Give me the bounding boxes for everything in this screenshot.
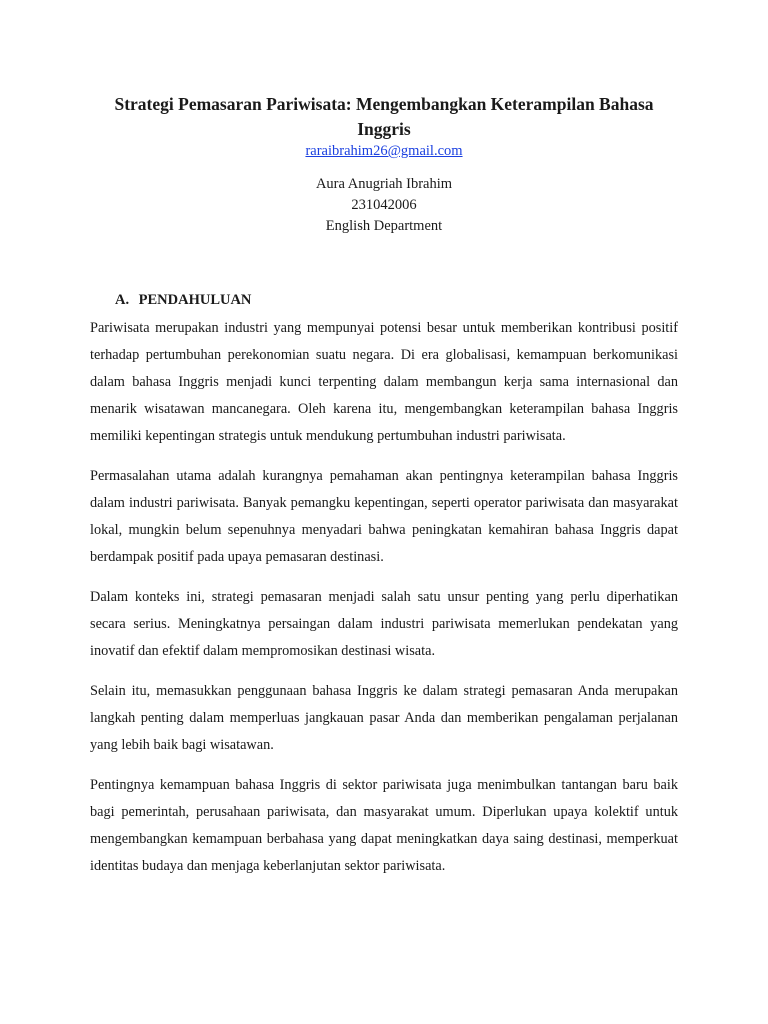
author-block [88,174,680,237]
paragraph: Selain itu, memasukkan penggunaan bahasa Inggris ke dalam strategi pemasaran Anda merupakan langkah penting dalam memperluas jangkauan pasar Anda dan memberikan pengalaman perjalanan yang lebih baik bagi wisatawan. [90,683,678,753]
section-body [90,315,678,893]
author-email-link[interactable]: raraibrahim26@gmail.com [305,143,463,159]
department: English Department [325,218,443,234]
section-number: A. [115,292,130,308]
paragraph: Permasalahan utama adalah kurangnya pemahaman akan pentingnya keterampilan bahasa Inggris dalam industri pariwisata. Banyak pemangku kepentingan, seperti operator pariwisata dan masyarakat lokal, mungkin belum sepenuhnya menyadari bahwa peningkatan kemahiran bahasa Inggris dapat berdampak positif pada upaya pemasaran destinasi. [90,468,678,565]
section-title: PENDAHULUAN [138,292,252,308]
section-heading [115,290,251,310]
paper-title: Strategi Pemasaran Pariwisata: Mengembangkan Keterampilan Bahasa Inggris [114,94,654,139]
paragraph: Pentingnya kemampuan bahasa Inggris di sektor pariwisata juga menimbulkan tantangan baru baik bagi pemerintah, perusahaan pariwisata, dan masyarakat umum. Diperlukan upaya kolektif untuk mengembangkan kemampuan berbahasa yang dapat meningkatkan daya saing destinasi, memperkuat identitas budaya dan menjaga keberlanjutan sektor pariwisata. [90,777,678,874]
author-name: Aura Anugriah Ibrahim [315,176,453,192]
paragraph: Dalam konteks ini, strategi pemasaran menjadi salah satu unsur penting yang perlu diperhatikan secara serius. Meningkatnya persaingan dalam industri pariwisata memerlukan pendekatan yang inovatif dan efektif dalam mempromosikan destinasi wisata. [90,589,678,659]
student-id: 231042006 [351,197,417,213]
paragraph: Pariwisata merupakan industri yang mempunyai potensi besar untuk memberikan kontribusi positif terhadap pertumbuhan perekonomian suatu negara. Di era globalisasi, kemampuan berkomunikasi dalam bahasa Inggris menjadi kunci terpenting dalam membangun kerja sama internasional dan menarik wisatawan mancanegara. Oleh karena itu, mengembangkan keterampilan bahasa Inggris memiliki kepentingan strategis untuk mendukung pertumbuhan industri pariwisata. [90,320,678,444]
